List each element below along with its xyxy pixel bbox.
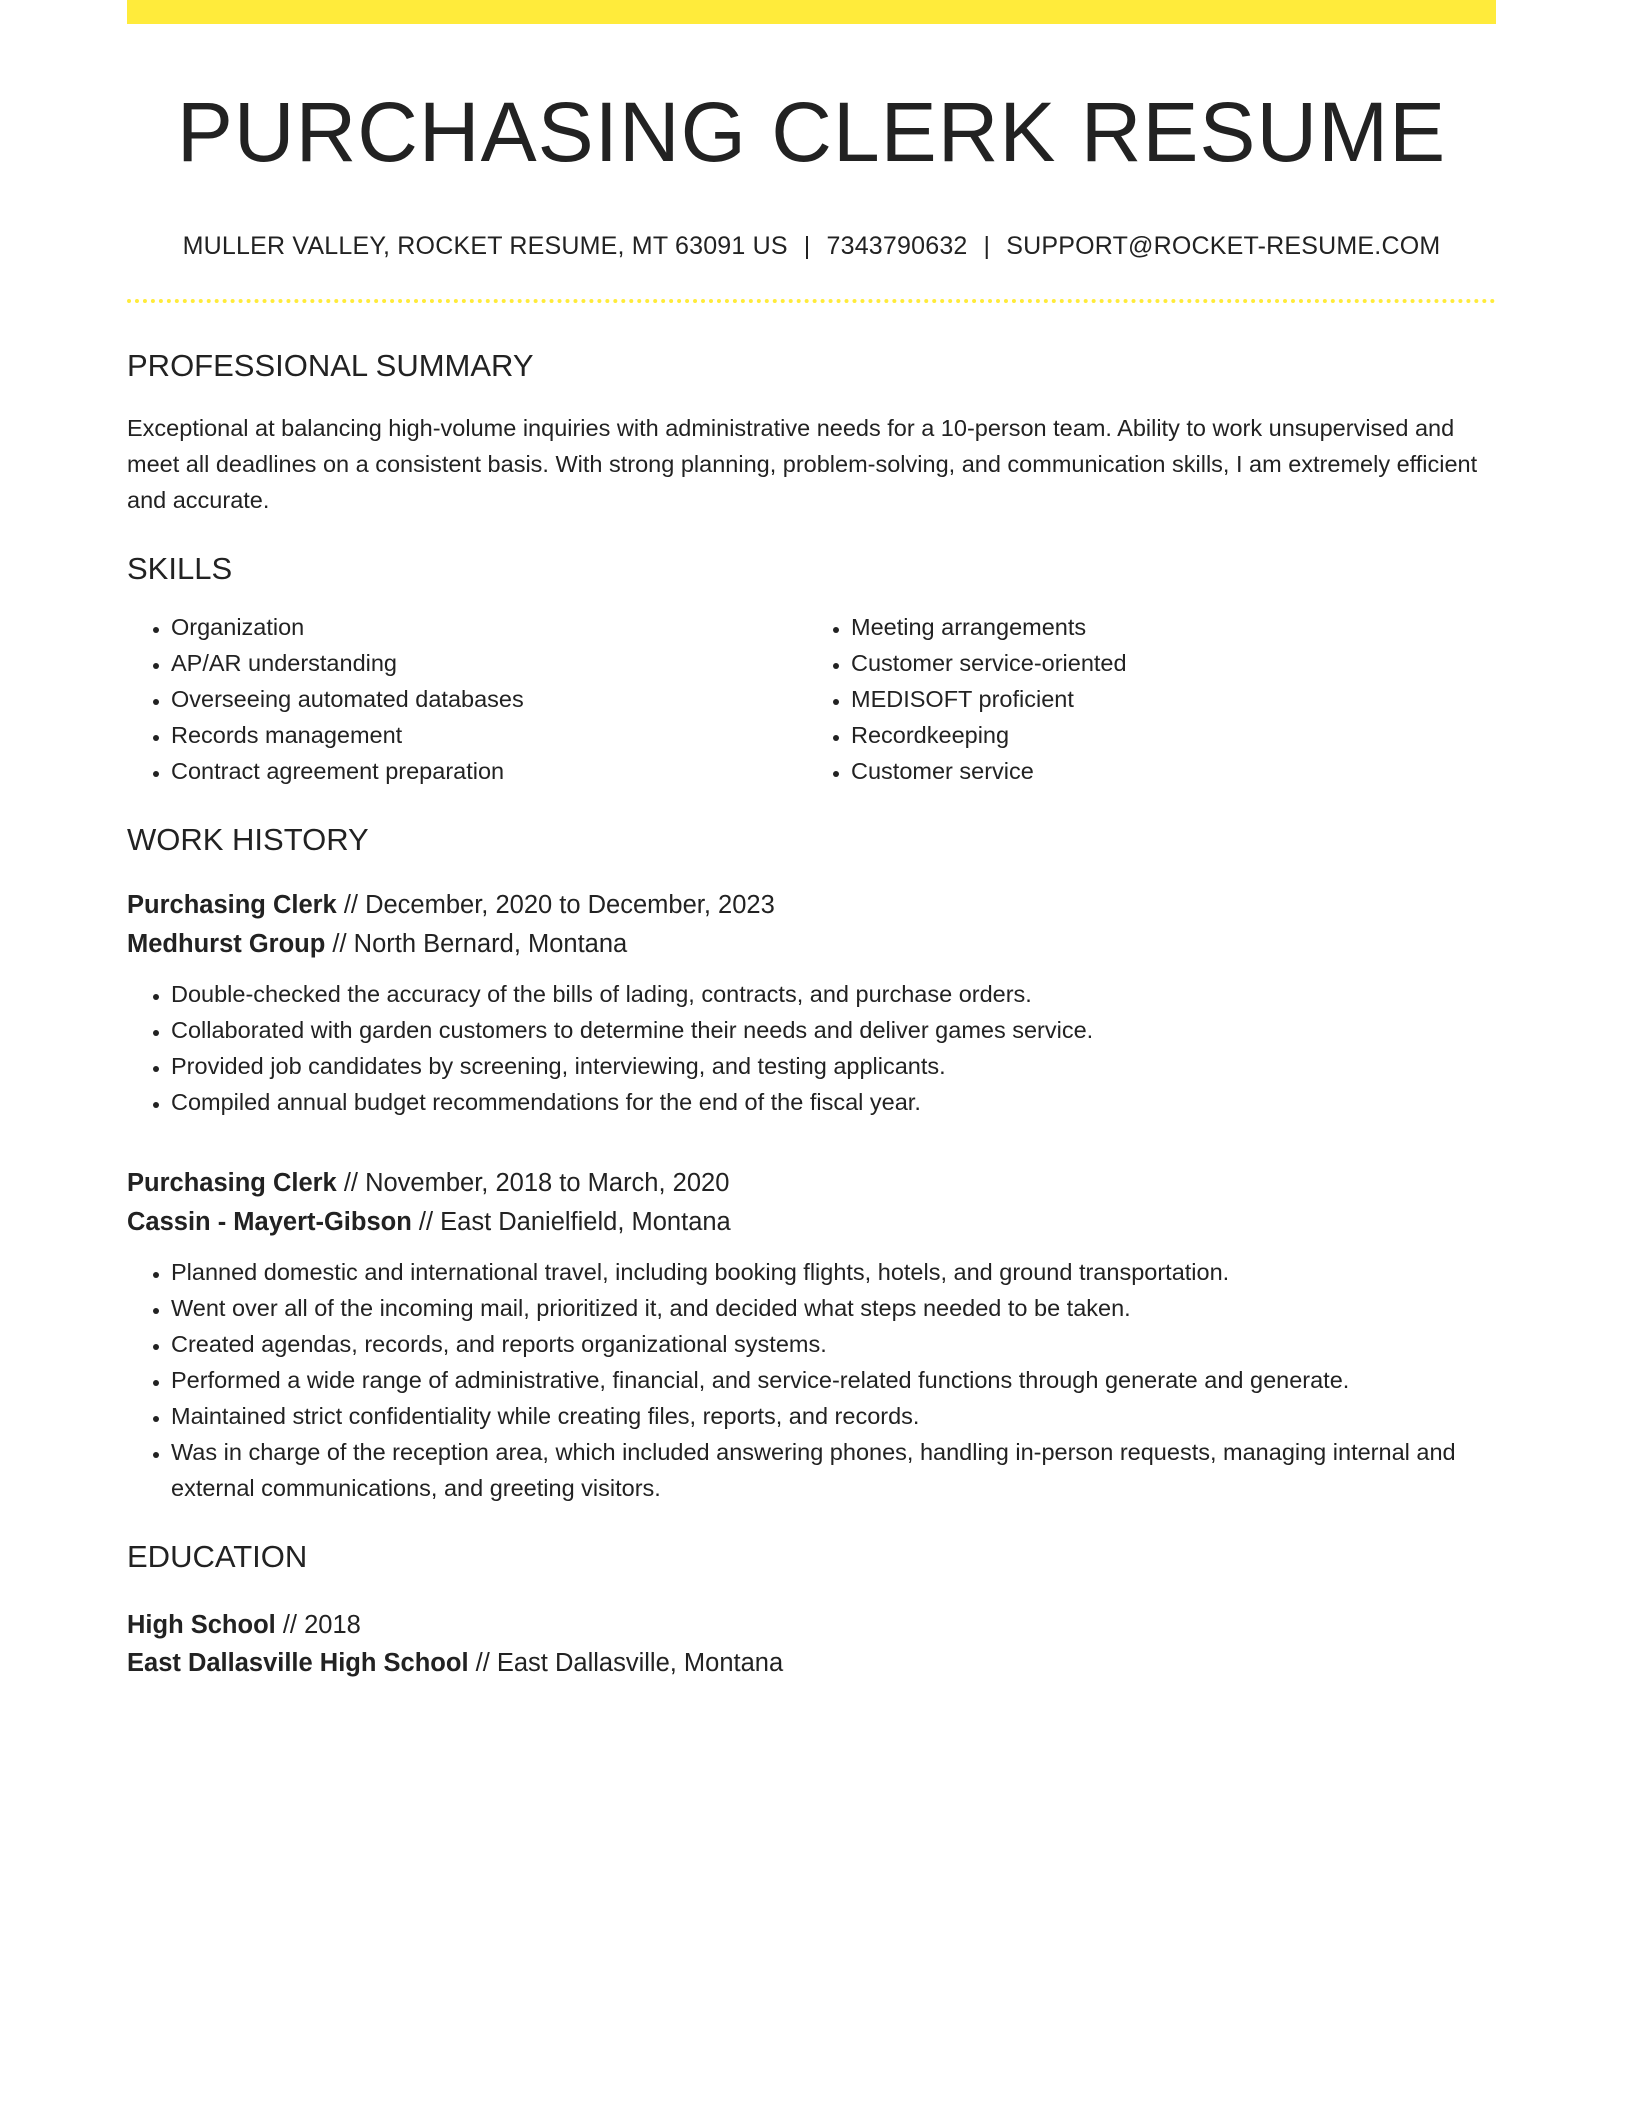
list-item: • Created agendas, records, and reports organizational systems. <box>171 1326 1496 1362</box>
skill-item: • MEDISOFT proficient <box>851 681 1481 717</box>
job-company: Medhurst Group <box>127 930 326 959</box>
skill-item: • Contract agreement preparation <box>171 753 801 789</box>
list-item: • Performed a wide range of administrative, financial, and service-related functions through generate and generate. <box>171 1362 1496 1398</box>
phone: 7343790632 <box>826 231 968 260</box>
accent-bar <box>127 0 1496 24</box>
contact-line <box>127 231 1496 261</box>
skills-heading: SKILLS <box>127 550 233 586</box>
job-dates: // December, 2020 to December, 2023 <box>336 891 775 920</box>
education-degree-line <box>127 1606 1496 1644</box>
list-item: • Planned domestic and international travel, including booking flights, hotels, and ground transportation. <box>171 1254 1496 1290</box>
education-school: East Dallasville High School <box>127 1648 469 1677</box>
job-title-line <box>127 886 1496 925</box>
list-item: • Went over all of the incoming mail, prioritized it, and decided what steps needed to be taken. <box>171 1290 1496 1326</box>
education-location: // East Dallasville, Montana <box>468 1648 784 1677</box>
job-company: Cassin - Mayert-Gibson <box>127 1208 412 1237</box>
list-item: • Maintained strict confidentiality while creating files, reports, and records. <box>171 1398 1496 1434</box>
job-dates: // November, 2018 to March, 2020 <box>336 1169 730 1198</box>
list-item: • Collaborated with garden customers to determine their needs and deliver games service. <box>171 1012 1496 1048</box>
job-bullets <box>127 1254 1496 1506</box>
skills-column-left <box>127 609 801 789</box>
skill-item: • Overseeing automated databases <box>171 681 801 717</box>
job-role: Purchasing Clerk <box>127 891 337 920</box>
job-title-line <box>127 1164 1496 1203</box>
job-location: // East Danielfield, Montana <box>411 1208 731 1237</box>
skills-column-right <box>801 609 1481 789</box>
list-item: • Double-checked the accuracy of the bills of lading, contracts, and purchase orders. <box>171 976 1496 1012</box>
skill-item: • Records management <box>171 717 801 753</box>
dotted-divider <box>127 299 1496 303</box>
resume-page <box>127 0 1496 1682</box>
job-entry <box>127 1164 1496 1506</box>
email: SUPPORT@ROCKET-RESUME.COM <box>1006 231 1441 260</box>
education-degree: High School <box>127 1610 276 1639</box>
page-title: PURCHASING CLERK RESUME <box>176 85 1447 179</box>
skill-item: • Customer service <box>851 753 1481 789</box>
job-company-line <box>127 925 1496 964</box>
skill-item: • AP/AR understanding <box>171 645 801 681</box>
skill-item: • Meeting arrangements <box>851 609 1481 645</box>
contact-separator: | <box>983 231 991 260</box>
job-bullets <box>127 976 1496 1120</box>
job-location: // North Bernard, Montana <box>325 930 628 959</box>
address: MULLER VALLEY, ROCKET RESUME, MT 63091 US <box>182 231 788 260</box>
contact-separator: | <box>803 231 811 260</box>
job-role: Purchasing Clerk <box>127 1169 337 1198</box>
education-entry <box>127 1606 1496 1682</box>
education-heading: EDUCATION <box>127 1539 308 1575</box>
job-company-line <box>127 1203 1496 1242</box>
list-item: • Was in charge of the reception area, which included answering phones, handling in-person requests, managing internal and external communications, and greeting visitors. <box>171 1434 1496 1506</box>
summary-heading: PROFESSIONAL SUMMARY <box>127 347 534 383</box>
education-year: // 2018 <box>275 1610 361 1639</box>
job-entry <box>127 886 1496 1120</box>
skill-item: • Organization <box>171 609 801 645</box>
education-school-line <box>127 1644 1496 1682</box>
skills-list <box>127 609 1496 789</box>
skill-item: • Customer service-oriented <box>851 645 1481 681</box>
work-history-heading: WORK HISTORY <box>127 822 369 858</box>
skill-item: • Recordkeeping <box>851 717 1481 753</box>
list-item: • Compiled annual budget recommendations for the end of the fiscal year. <box>171 1084 1496 1120</box>
list-item: • Provided job candidates by screening, interviewing, and testing applicants. <box>171 1048 1496 1084</box>
summary-text: Exceptional at balancing high-volume inquiries with administrative needs for a 10-person team. Ability to work unsupervised and meet all deadlines on a consistent basis. With strong planning, problem-solving, and communication skills, I am extremely efficient and accurate. <box>127 414 1478 513</box>
